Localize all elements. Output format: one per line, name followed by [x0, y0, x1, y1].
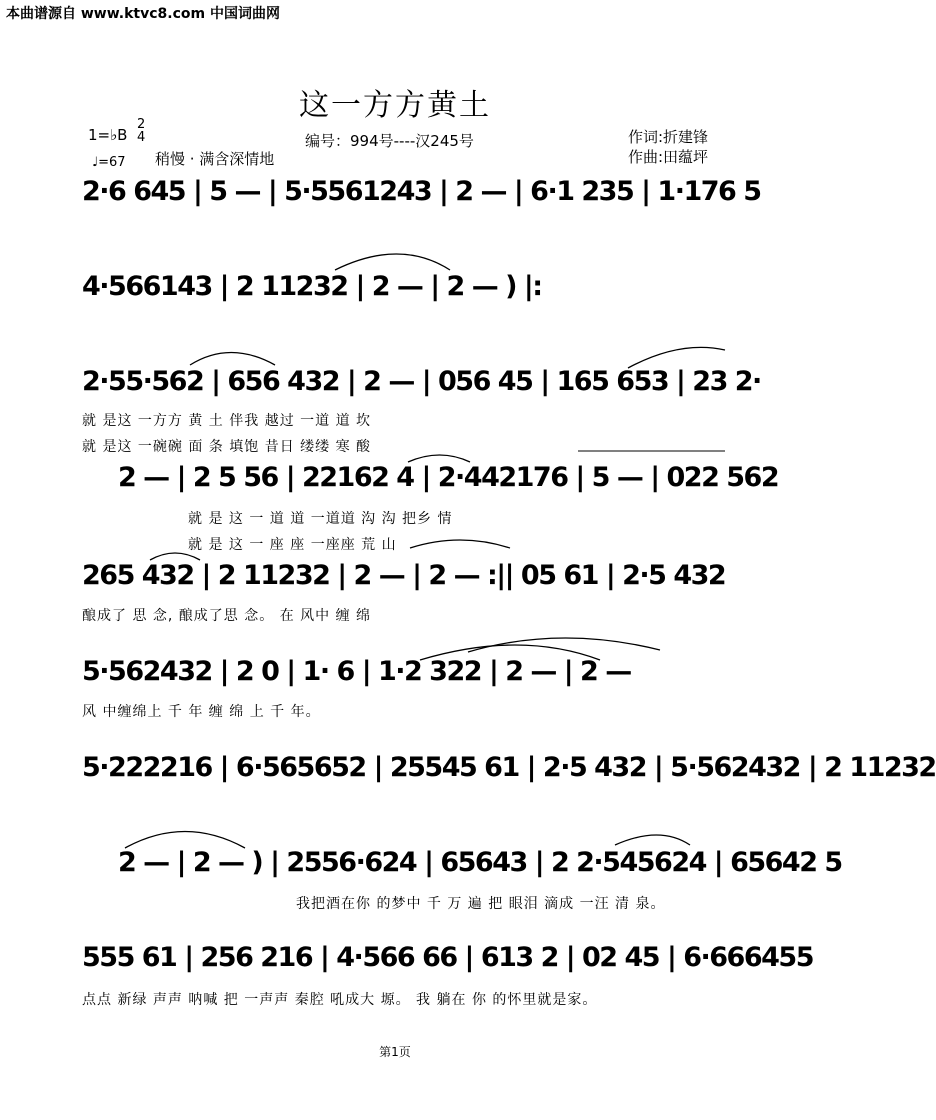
tempo-mark: ♩=67 — [92, 155, 126, 170]
notation-row-1: 2·6 645 | 5 — | 5·5561243 | 2 — | 6·1 235 | 1·176 5 — [82, 176, 761, 207]
notation-row-7: 5·222216 | 6·565652 | 25545 61 | 2·5 432 | 5·562432 | 2 11232 — [82, 752, 936, 783]
lyrics-row-3-verse-2: 就 是这 一碗碗 面 条 填饱 昔日 缕缕 寒 酸 — [82, 439, 372, 455]
slur-arc — [628, 347, 725, 368]
lyrics-row-5: 酿成了 思 念, 酿成了思 念。 在 风中 缠 绵 — [82, 608, 372, 624]
key-signature: 1=♭B — [88, 126, 128, 144]
time-top: 2 — [137, 117, 146, 132]
lyricist: 作词:折建锋 — [628, 128, 709, 146]
lyrics-row-3-verse-1: 就 是这 一方方 黄 土 伴我 越过 一道 道 坎 — [82, 413, 372, 429]
notation-row-3: 2·55·562 | 656 432 | 2 — | 056 45 | 165 653 | 23 2· — [82, 366, 761, 397]
slur-arc — [468, 638, 660, 652]
slur-arc — [408, 455, 470, 462]
song-number: 编号：994号----汉245号 — [305, 132, 474, 150]
notation-row-9: 555 61 | 256 216 | 4·566 66 | 613 2 | 02 45 | 6·666455 — [82, 942, 813, 973]
notation-row-2: 4·566143 | 2 11232 | 2 — | 2 — ) |: — [82, 271, 542, 302]
source-header: 本曲谱源自 www.ktvc8.com 中国词曲网 — [6, 6, 280, 22]
song-title: 这一方方黄土 — [299, 88, 491, 123]
tie-arc — [125, 832, 245, 849]
composer: 作曲:田蕴坪 — [628, 148, 709, 166]
time-bottom: 4 — [137, 130, 146, 145]
notation-row-4: 2 — | 2 5 56 | 22162 4 | 2·442176 | 5 — | 022 562 — [118, 462, 779, 493]
slur-arc — [150, 553, 200, 560]
notation-row-8: 2 — | 2 — ) | 2556·624 | 65643 | 2 2·545624 | 65642 5 — [118, 847, 842, 878]
expression-mark: 稍慢 · 满含深情地 — [155, 150, 275, 168]
lyrics-row-4-verse-1: 就 是 这 一 道 道 一道道 沟 沟 把乡 情 — [188, 511, 453, 527]
lyrics-row-8: 我把酒在你 的梦中 千 万 遍 把 眼泪 滴成 一汪 清 泉。 — [296, 896, 666, 912]
notation-row-5: 265 432 | 2 11232 | 2 — | 2 — :|| 05 61 | 2·5 432 — [82, 560, 726, 591]
time-signature — [137, 118, 145, 144]
tie-arc — [335, 254, 450, 270]
slur-arc — [410, 540, 510, 548]
notation-row-6: 5·562432 | 2 0 | 1· 6 | 1·2 322 | 2 — | 2 — — [82, 656, 631, 687]
slur-arc — [190, 353, 275, 366]
lyrics-row-9: 点点 新绿 声声 呐喊 把 一声声 秦腔 吼成大 塬。 我 躺在 你 的怀里就是家。 — [82, 992, 598, 1008]
slur-arc — [615, 835, 690, 845]
lyrics-row-6: 风 中缠绵上 千 年 缠 绵 上 千 年。 — [82, 704, 321, 720]
page-number: 第1页 — [379, 1045, 411, 1059]
lyrics-row-4-verse-2: 就 是 这 一 座 座 一座座 荒 山 — [188, 537, 397, 553]
